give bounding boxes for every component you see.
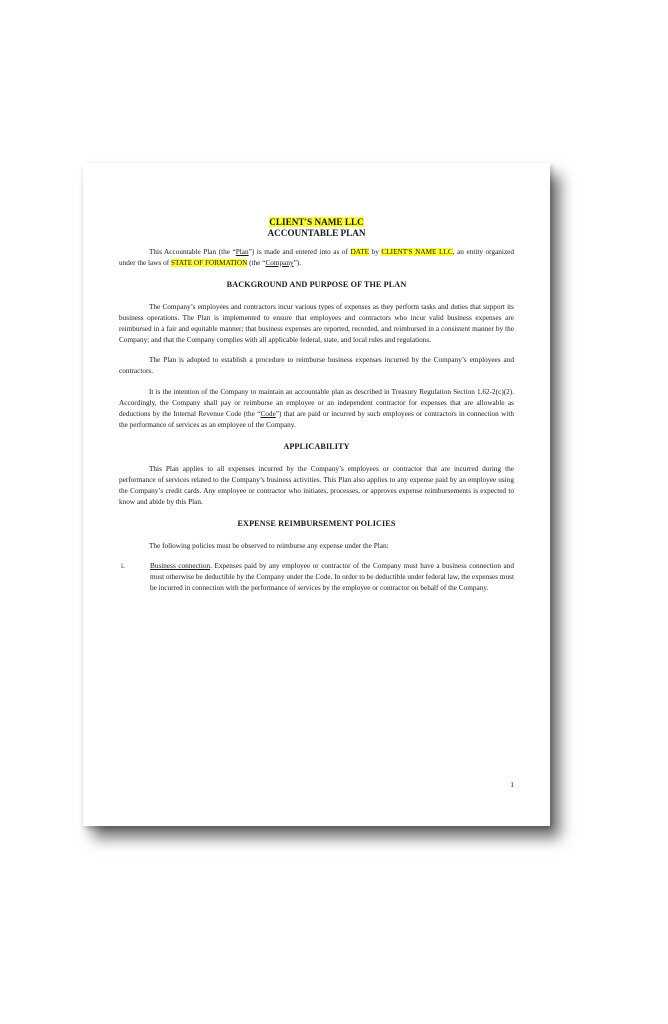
list-item-number: i. xyxy=(121,562,125,571)
intro-text: ”) is made and entered into as of xyxy=(248,248,351,256)
client-name-highlight: CLIENT'S NAME LLC xyxy=(269,217,364,227)
state-placeholder: STATE OF FORMATION xyxy=(170,258,248,267)
intro-paragraph xyxy=(119,247,514,269)
list-item-text xyxy=(150,561,514,594)
intro-text: (the “ xyxy=(247,258,266,267)
intro-text: by xyxy=(369,248,382,256)
paragraph-text: ”) that are paid or incurred by such employees or contractors in connection with the performance of services as an employee of the Company. xyxy=(119,410,515,429)
policies-list xyxy=(119,561,514,594)
client-name-placeholder: CLIENT'S NAME LLC xyxy=(381,248,453,256)
date-placeholder: DATE xyxy=(350,248,370,256)
intro-text: ”). xyxy=(293,258,302,267)
plan-defined-term: Plan xyxy=(235,248,249,256)
applicability-paragraph: This Plan applies to all expenses incurred by the Company’s employees or contractor that are incurred during the performance of services related to the Company’s business activities. This Plan also applies to any expense paid by an employee using the Company’s credit cards. Any employee or contractor who initiates, processes, or approves expense reimbursements is expected to know and abide by this Plan. xyxy=(119,464,514,506)
client-name-heading xyxy=(119,217,514,228)
applicability-heading: APPLICABILITY xyxy=(283,441,350,451)
policies-intro-paragraph: The following policies must be observed to reimburse any expense under the Plan: xyxy=(149,541,389,550)
page-number: 1 xyxy=(510,780,514,789)
document-page xyxy=(83,163,550,826)
background-paragraph-1: The Company’s employees and contractors incur various types of expenses as they perform tasks and duties that support its business operations. The Plan is implemented to ensure that employees and contractors who incur valid business expenses are reimbursed in a fair and equitable manner; that business expenses are reported, recorded, and reimbursed in a consistent manner by the Company; and that the Company complies with all applicable federal, state, and local rules and regulations. xyxy=(119,302,514,344)
document-title: ACCOUNTABLE PLAN xyxy=(267,228,366,238)
code-defined-term: Code xyxy=(260,410,276,419)
policies-heading: EXPENSE REIMBURSEMENT POLICIES xyxy=(237,518,396,528)
list-item-term: Business connection xyxy=(150,562,211,571)
paragraph-text: It is the intention of the Company to maintain an accountable plan as described in Treasury Regulation Section 1.62-2(c)(2). Accordingly, the Company shall pay or reimburse an employee or an independent contractor for expenses that are allowable as deductions by the Internal Revenue Code (the “ xyxy=(119,388,514,419)
company-defined-term: Company xyxy=(265,258,294,267)
intro-text: , an entity organized under the laws of xyxy=(119,248,515,267)
background-paragraph-3 xyxy=(119,387,514,431)
background-paragraph-2: The Plan is adopted to establish a procedure to reimburse business expenses incurred by the Company’s employees and contractors. xyxy=(119,356,514,376)
list-item xyxy=(119,561,514,594)
background-heading: BACKGROUND AND PURPOSE OF THE PLAN xyxy=(226,279,407,289)
intro-text: This Accountable Plan (the “ xyxy=(149,248,236,256)
list-item-body: . Expenses paid by any employee or contractor of the Company must have a business connection and must otherwise be deductible by the Company under the Code. In order to be deductible under federal law, the expenses must be incurred in connection with the performance of services by the employee or contractor on behalf of the Company. xyxy=(150,562,514,593)
